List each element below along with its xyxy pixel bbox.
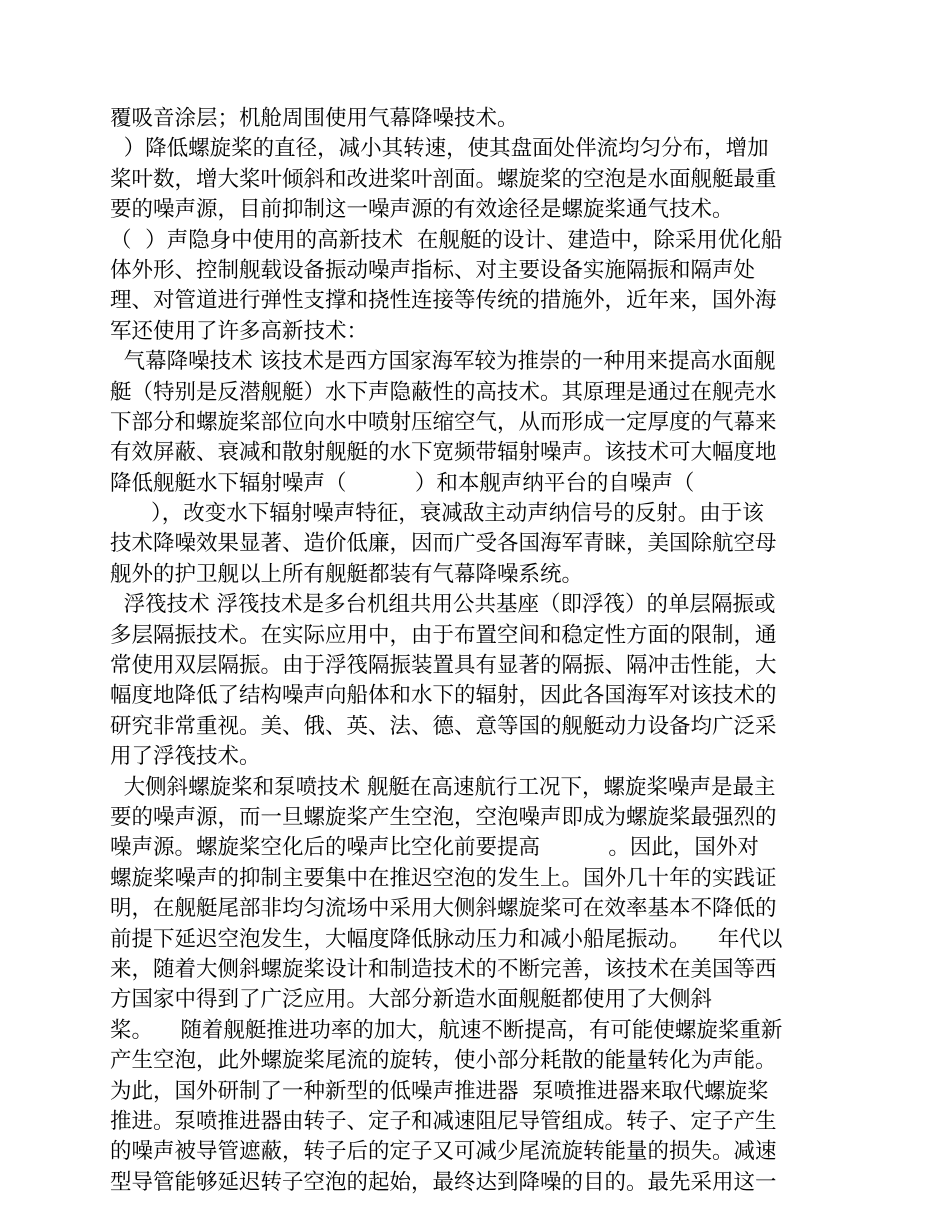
body-text (110, 104, 840, 1198)
text-line: ），改变水下辐射噪声特征，衰减敌主动声纳信号的反射。由于该 (110, 501, 764, 527)
text-line: 产生空泡，此外螺旋桨尾流的旋转，使小部分耗散的能量转化为声能。 (110, 1048, 777, 1074)
text-line: 型导管能够延迟转子空泡的起始，最终达到降噪的目的。最先采用这一 (110, 1169, 777, 1195)
text-line: 艇（特别是反潜舰艇）水下声隐蔽性的高技术。其原理是通过在舰壳水 (110, 379, 777, 405)
text-line: 桨叶数，增大桨叶倾斜和改进桨叶剖面。螺旋桨的空泡是水面舰艇最重 (110, 166, 777, 192)
text-line: 下部分和螺旋桨部位向水中喷射压缩空气，从而形成一定厚度的气幕来 (110, 409, 777, 435)
text-line: 桨。 随着舰艇推进功率的加大，航速不断提高，有可能使螺旋桨重新 (110, 1017, 783, 1043)
text-line: 推进。泵喷推进器由转子、定子和减速阻尼导管组成。转子、定子产生 (110, 1108, 777, 1134)
text-line: 技术降噪效果显著、造价低廉，因而广受各国海军青睐，美国除航空母 (110, 531, 777, 557)
text-line: 军还使用了许多高新技术： (110, 318, 369, 344)
text-line: 浮筏技术 浮筏技术是多台机组共用公共基座（即浮筏）的单层隔振或 (110, 592, 776, 618)
text-line: 大侧斜螺旋桨和泵喷技术 舰艇在高速航行工况下，螺旋桨噪声是最主 (110, 774, 776, 800)
text-line: 为此，国外研制了一种新型的低噪声推进器 泵喷推进器来取代螺旋桨 (110, 1078, 769, 1104)
text-line: 气幕降噪技术 该技术是西方国家海军较为推崇的一种用来提高水面舰 (110, 349, 776, 375)
text-line: 研究非常重视。美、俄、英、法、德、意等国的舰艇动力设备均广泛采 (110, 713, 777, 739)
text-line: 常使用双层隔振。由于浮筏隔振装置具有显著的隔振、隔冲击性能，大 (110, 653, 777, 679)
text-line: ）降低螺旋桨的直径，减小其转速，使其盘面处伴流均匀分布，增加 (110, 136, 769, 162)
text-line: 要的噪声源，目前抑制这一噪声源的有效途径是螺旋桨通气技术。 (110, 197, 734, 223)
text-line: 体外形、控制舰载设备振动噪声指标、对主要设备实施隔振和隔声处 (110, 257, 756, 283)
text-line: 降低舰艇水下辐射噪声（ ）和本舰声纳平台的自噪声（ (110, 470, 695, 496)
text-line: 要的噪声源，而一旦螺旋桨产生空泡，空泡噪声即成为螺旋桨最强烈的 (110, 804, 777, 830)
text-line: 理、对管道进行弹性支撑和挠性连接等传统的措施外，近年来，国外海 (110, 288, 777, 314)
text-line: 多层隔振技术。在实际应用中，由于布置空间和稳定性方面的限制，通 (110, 622, 777, 648)
text-line: 来，随着大侧斜螺旋桨设计和制造技术的不断完善，该技术在美国等西 (110, 956, 777, 982)
text-line: （ ）声隐身中使用的高新技术 在舰艇的设计、建造中，除采用优化船 (110, 227, 783, 253)
text-line: 螺旋桨噪声的抑制主要集中在推迟空泡的发生上。国外几十年的实践证 (110, 865, 777, 891)
text-line: 方国家中得到了广泛应用。大部分新造水面舰艇都使用了大侧斜 (110, 987, 713, 1013)
text-line: 前提下延迟空泡发生，大幅度降低脉动压力和减小船尾振动。 年代以 (110, 926, 783, 952)
text-line: 覆吸音涂层；机舱周围使用气幕降噪技术。 (110, 106, 519, 131)
text-line: 的噪声被导管遮蔽，转子后的定子又可减少尾流旋转能量的损失。减速 (110, 1139, 777, 1165)
text-line: 幅度地降低了结构噪声向船体和水下的辐射，因此各国海军对该技术的 (110, 683, 777, 709)
text-line: 用了浮筏技术。 (110, 744, 261, 770)
text-line: 噪声源。螺旋桨空化后的噪声比空化前要提高 。因此，国外对 (110, 835, 759, 861)
text-line: 明，在舰艇尾部非均匀流场中采用大侧斜螺旋桨可在效率基本不降低的 (110, 896, 777, 922)
text-line: 舰外的护卫舰以上所有舰艇都装有气幕降噪系统。 (110, 561, 584, 587)
text-line: 有效屏蔽、衰减和散射舰艇的水下宽频带辐射噪声。该技术可大幅度地 (110, 440, 777, 466)
